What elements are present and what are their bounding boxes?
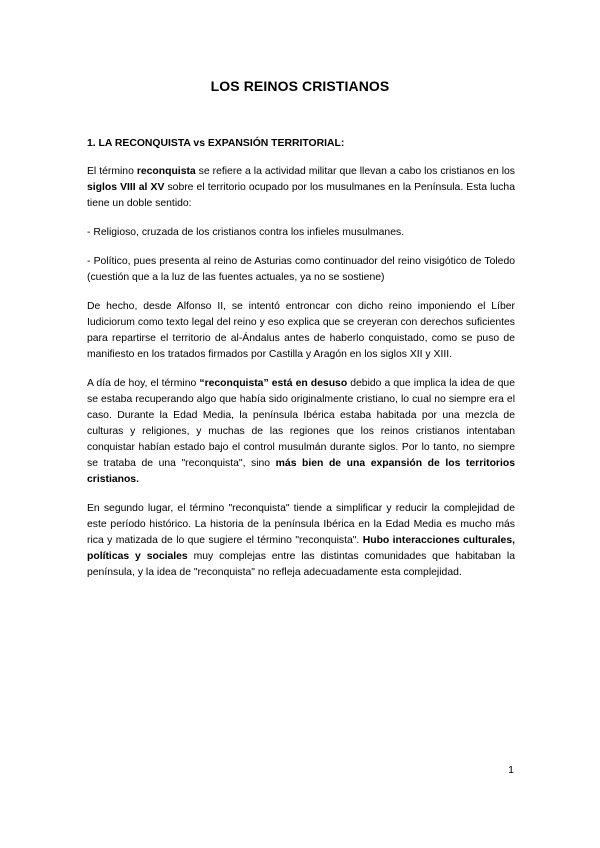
bold-term-disuse: “reconquista” está en desuso [199, 378, 348, 389]
section-heading: 1. LA RECONQUISTA vs EXPANSIÓN TERRITORIAL: [87, 138, 345, 149]
page-number: 1 [508, 764, 514, 776]
bold-term-interactions: Hubo interacciones culturales, políticas y sociales [87, 535, 515, 562]
text-span: A día de hoy, el término [87, 378, 200, 389]
text-span: muy complejas entre las distintas comunidades que habitaban la península, y la idea de "reconquista" no refleja adecuadamente esta complejidad. [87, 551, 516, 578]
bold-term-expansion: más bien de una expansión de los territorios cristianos. [87, 458, 515, 485]
bold-term-reconquista: reconquista [136, 166, 196, 177]
page-title: LOS REINOS CRISTIANOS [210, 78, 390, 94]
paragraph-religious: - Religioso, cruzada de los cristianos contra los infieles musulmanes. [87, 227, 405, 238]
paragraph-disuse [87, 376, 515, 488]
paragraph-definition [87, 164, 515, 212]
paragraph-political: - Político, pues presenta al reino de Asturias como continuador del reino visigótico de Toledo (cuestión que a la luz de las fuentes actuales, ya no se sostiene) [87, 256, 515, 283]
document-body [87, 136, 515, 594]
paragraph-complexity [87, 501, 515, 581]
text-span: se refiere a la actividad militar que llevan a cabo los cristianos en los [195, 166, 515, 177]
paragraph-alfonso: De hecho, desde Alfonso II, se intentó entroncar con dicho reino imponiendo el Líber Iudiciorum como texto legal del reino y eso explica que se creyeran con derechos suficientes para repartirse el territorio de al-Ándalus antes de haberlo conquistado, como se puso de manifiesto en los tratados firmados por Castilla y Aragón en los siglos XII y XIII. [87, 301, 515, 360]
text-span: debido a que implica la idea de que se estaba recuperando algo que había sido originalmente cristiano, lo cual no siempre era el caso. Durante la Edad Media, la península Ibérica estaba habitada por una mezcla de culturas y religiones, y muchas de las regiones que los reinos cristianos intentaban conquistar habían estado bajo el control musulmán durante siglos. Por lo tanto, no siempre se trataba de una "reconquista", sino [87, 378, 515, 469]
text-span: En segundo lugar, el término "reconquista" tiende a simplificar y reducir la complejidad de este período histórico. La historia de la península Ibérica en la Edad Media es mucho más rica y matizada de lo que sugiere el término "reconquista". [87, 503, 515, 546]
text-span: sobre el territorio ocupado por los musulmanes en la Península. Esta lucha tiene un doble sentido: [87, 182, 515, 209]
bold-term-centuries: siglos VIII al XV [87, 182, 165, 193]
text-span: El término [87, 166, 137, 177]
